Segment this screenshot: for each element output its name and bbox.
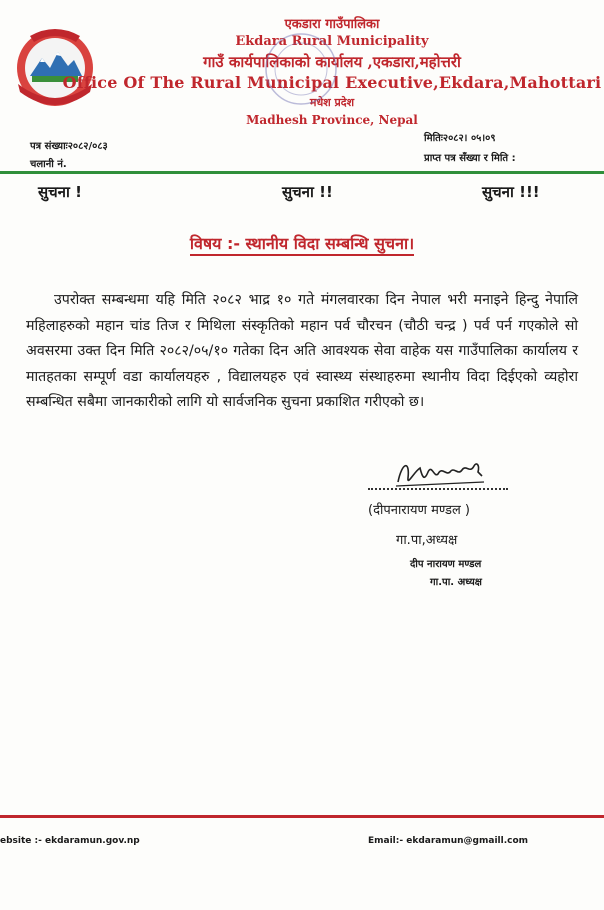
notice-heading-left: सुचना ! xyxy=(38,183,82,201)
letterhead-line-english-municipality: Ekdara Rural Municipality xyxy=(235,34,429,49)
notice-body: उपरोक्त सम्बन्धमा यहि मिति २०८२ भाद्र १० गते मंगलवारका दिन नेपाल भरी मनाइने हिन्दु नेपालि महिलाहरुको महान चांड तिज र मिथिला संस्कृतिको महान पर्व चौरचन (चौठी चन्द्र ) पर्व पर्न गएकोले सो अवसरमा उक्त दिन मिति २०८२/०५/१० गतेका दिन अति आवश्यक सेवा वाहेक यस गाउँपालिका कार्यालय र मातहतका सम्पूर्ण वडा कार्यालयहरु , विद्यालयहरु एवं स्वास्थ्य संस्थाहरुमा स्थानीय विदा दिईएको व्यहोरा सम्बन्धित सबैमा जानकारीको लागि यो सार्वजनिक सुचना प्रकाशित गरीएको छ। xyxy=(26,292,578,410)
subject-line xyxy=(0,232,604,254)
signer-name: (दीपनारायण मण्डल ) xyxy=(368,503,470,518)
header-divider xyxy=(0,171,604,174)
subject-text: विषय :- स्थानीय विदा सम्बन्धि सुचना। xyxy=(190,234,414,256)
footer-website: ebsite :- ekdaramun.gov.np xyxy=(0,836,140,846)
office-seal-stamp xyxy=(262,30,340,108)
footer-divider xyxy=(0,815,604,818)
notice-heading-right: सुचना !!! xyxy=(482,183,540,201)
name-stamp: दीप नारायण मण्डल xyxy=(410,559,482,570)
footer-email: Email:- ekdaramun@gmaill.com xyxy=(368,836,529,846)
notice-heading-center: सुचना !! xyxy=(282,183,333,201)
letterhead-line-nepali-municipality: एकडारा गाउँपालिका xyxy=(284,17,380,32)
signature-dotted-line xyxy=(368,488,508,490)
letter-date: मितिः२०८२। ०५।०९ xyxy=(424,133,496,144)
dispatch-number: चलानी नं. xyxy=(30,159,67,170)
signer-title: गा.पा,अध्यक्ष xyxy=(396,533,458,548)
letterhead-line-nepali-office: गाउँ कार्यपालिकाको कार्यालय ,एकडारा,महोत्तरी xyxy=(203,53,461,71)
title-stamp: गा.पा. अध्यक्ष xyxy=(430,577,482,588)
reference-number: पत्र संख्याः२०८२/०८३ xyxy=(30,141,108,152)
received-letter-info: प्राप्त पत्र सँख्या र मिति : xyxy=(424,153,516,164)
handwritten-signature xyxy=(392,452,488,492)
letterhead-line-nepali-province: मधेश प्रदेश xyxy=(309,96,355,109)
letterhead-line-english-office: Office Of The Rural Municipal Executive,Ekdara,Mahottari xyxy=(62,73,602,92)
letterhead-line-english-province: Madhesh Province, Nepal xyxy=(246,113,418,127)
